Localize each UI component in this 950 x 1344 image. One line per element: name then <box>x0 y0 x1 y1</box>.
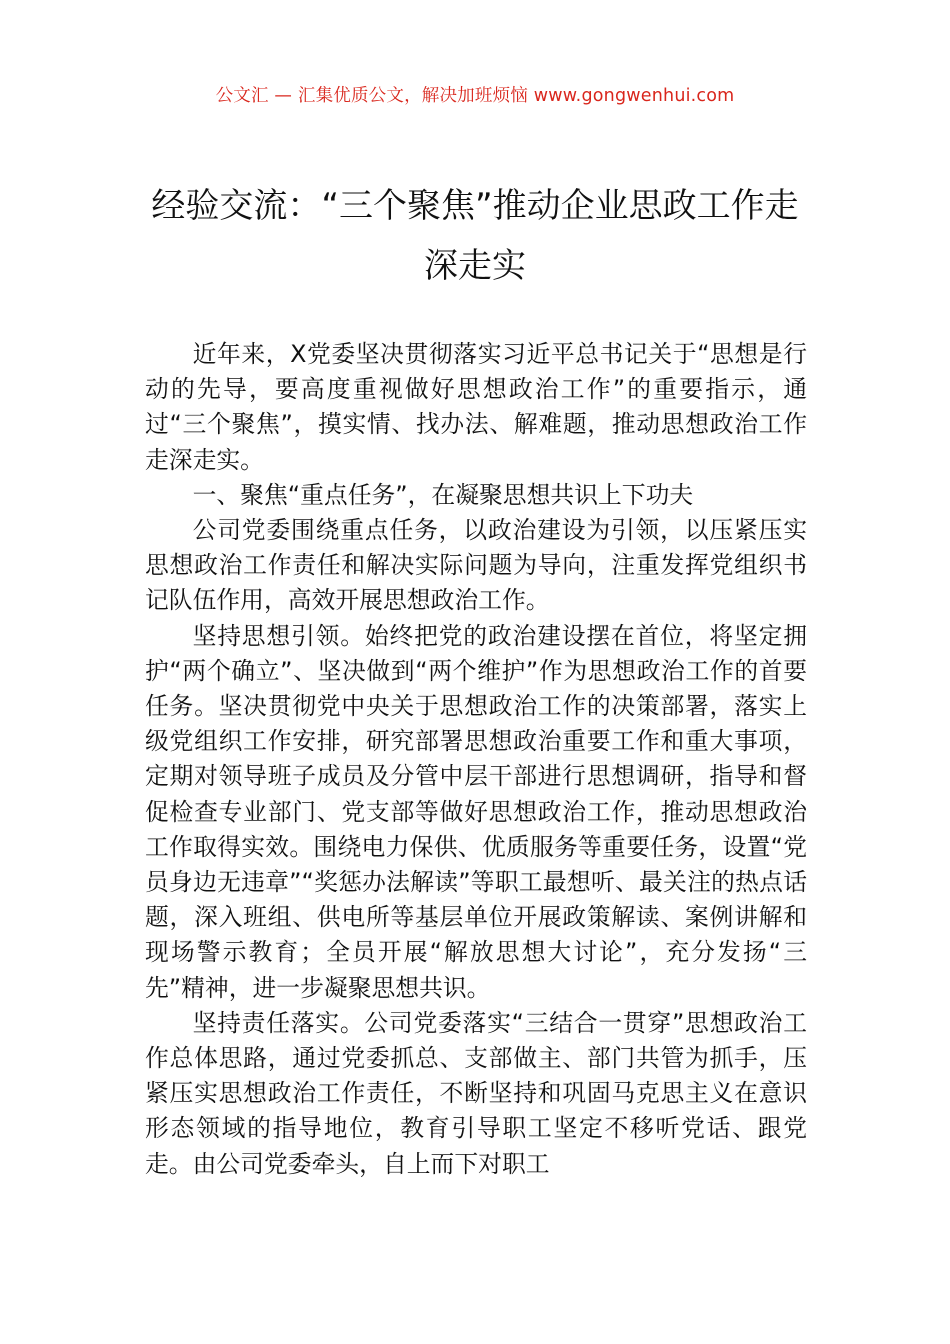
document-title: 经验交流：“三个聚焦”推动企业思政工作走深走实 <box>151 186 799 286</box>
paragraph: 坚持思想引领。始终把党的政治建设摆在首位，将坚定拥护“两个确立”、坚决做到“两个维护”作为思想政治工作的首要任务。坚决贯彻党中央关于思想政治工作的决策部署，落实上级党组织工作安排，研究部署思想政治重要工作和重大事项，定期对领导班子成员及分管中层干部进行思想调研，指导和督促检查专业部门、党支部等做好思想政治工作，推动思想政治工作取得实效。围绕电力保供、优质服务等重要任务，设置“党员身边无违章”“奖惩办法解读”等职工最想听、最关注的热点话题，深入班组、供电所等基层单位开展政策解读、案例讲解和现场警示教育；全员开展“解放思想大讨论”，充分发扬“三先”精神，进一步凝聚思想共识。 <box>145 621 807 1002</box>
paragraph-intro: 近年来，X党委坚决贯彻落实习近平总书记关于“思想是行动的先导，要高度重视做好思想政治工作”的重要指示，通过“三个聚焦”，摸实情、找办法、解难题，推动思想政治工作走深走实。 <box>145 340 807 474</box>
paragraph: 坚持责任落实。公司党委落实“三结合一贯穿”思想政治工作总体思路，通过党委抓总、支部做主、部门共管为抓手，压紧压实思想政治工作责任，不断坚持和巩固马克思主义在意识形态领域的指导地位，教育引导职工坚定不移听党话、跟党走。由公司党委牵头，自上而下对职工 <box>145 1008 807 1178</box>
document-body <box>145 337 807 1182</box>
header-tagline: 公文汇 — 汇集优质公文，解决加班烦恼 www.gongwenhui.com <box>215 86 735 106</box>
paragraph: 公司党委围绕重点任务，以政治建设为引领，以压紧压实思想政治工作责任和解决实际问题为导向，注重发挥党组织书记队伍作用，高效开展思想政治工作。 <box>145 516 807 615</box>
section-heading: 一、聚焦“重点任务”，在凝聚思想共识上下功夫 <box>192 480 694 509</box>
